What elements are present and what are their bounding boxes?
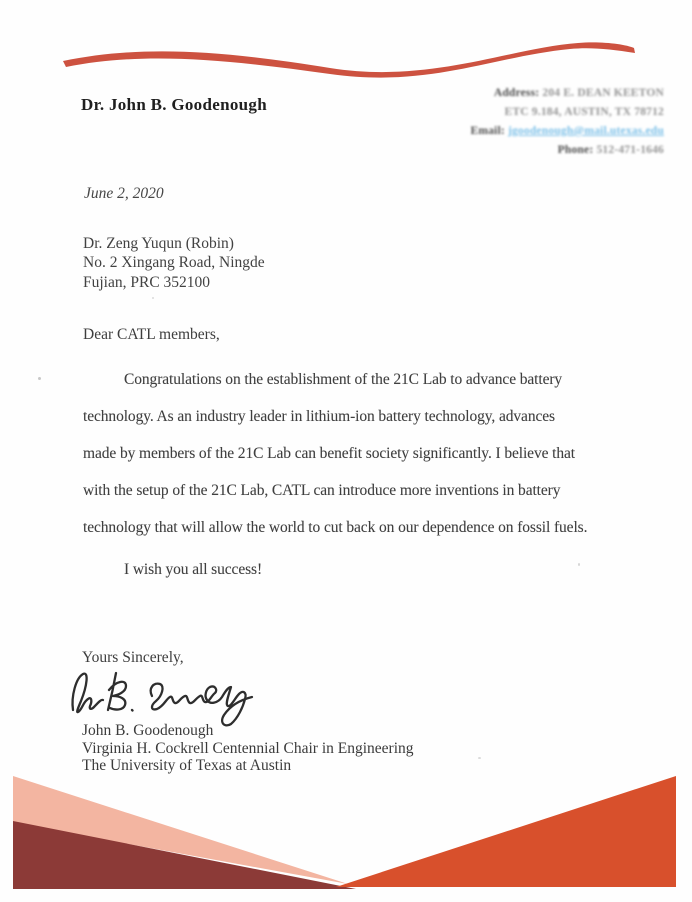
address-value-line2: ETC 9.184, AUSTIN, TX 78712 [504, 106, 664, 118]
recipient-line: No. 2 Xingang Road, Ningde [83, 254, 265, 272]
contact-address-line2 [470, 103, 664, 122]
valediction: Yours Sincerely, [82, 649, 184, 666]
body-paragraph-line: technology that will allow the world to cut back on our dependence on fossil fuels. [83, 519, 588, 536]
date-line: June 2, 2020 [84, 185, 164, 202]
footer-triangles-graphic [0, 770, 692, 892]
signature-stroke-goodenough [151, 684, 252, 726]
scan-speck [578, 563, 580, 566]
phone-value: 512-471-1646 [596, 144, 664, 156]
scan-speck [478, 757, 481, 759]
scan-speck [38, 377, 41, 380]
body-paragraph-line: with the setup of the 21C Lab, CATL can introduce more inventions in battery [83, 482, 561, 499]
signer-block [82, 722, 414, 775]
swoosh-stroke [63, 42, 635, 77]
letterhead-contact-block [470, 84, 664, 160]
recipient-line: Dr. Zeng Yuqun (Robin) [83, 235, 234, 252]
body-paragraph-line: made by members of the 21C Lab can benefit society significantly. I believe that [83, 445, 575, 462]
salutation: Dear CATL members, [83, 326, 220, 343]
signer-institution: The University of Texas at Austin [82, 757, 292, 775]
contact-address-line1 [470, 84, 664, 103]
contact-phone-line [470, 141, 664, 160]
address-value-line1: 204 E. DEAN KEETON [542, 87, 664, 99]
body-closing-line: I wish you all success! [124, 561, 263, 578]
scan-speck [152, 297, 154, 299]
body-paragraph-line: technology. As an industry leader in lithium-ion battery technology, advances [83, 408, 555, 425]
signature-stroke-john [73, 674, 103, 713]
recipient-address-block [83, 234, 265, 292]
recipient-line: Fujian, PRC 352100 [83, 273, 211, 291]
signer-title: Virginia H. Cockrell Centennial Chair in Engineering [82, 739, 414, 757]
sender-name: Dr. John B. Goodenough [81, 95, 267, 114]
email-link[interactable]: jgoodenough@mail.utexas.edu [507, 125, 664, 137]
phone-label: Phone: [557, 144, 594, 156]
footer-maroon-triangle [13, 821, 356, 889]
footer-orange-triangle [336, 776, 676, 887]
body-paragraph-line: Congratulations on the establishment of the 21C Lab to advance battery [124, 371, 563, 388]
address-label: Address: [493, 87, 540, 99]
signature-stroke-b [108, 673, 133, 711]
contact-email-line [470, 122, 664, 141]
signer-name: John B. Goodenough [82, 722, 214, 739]
signature-graphic [68, 666, 268, 730]
email-label: Email: [470, 125, 505, 137]
